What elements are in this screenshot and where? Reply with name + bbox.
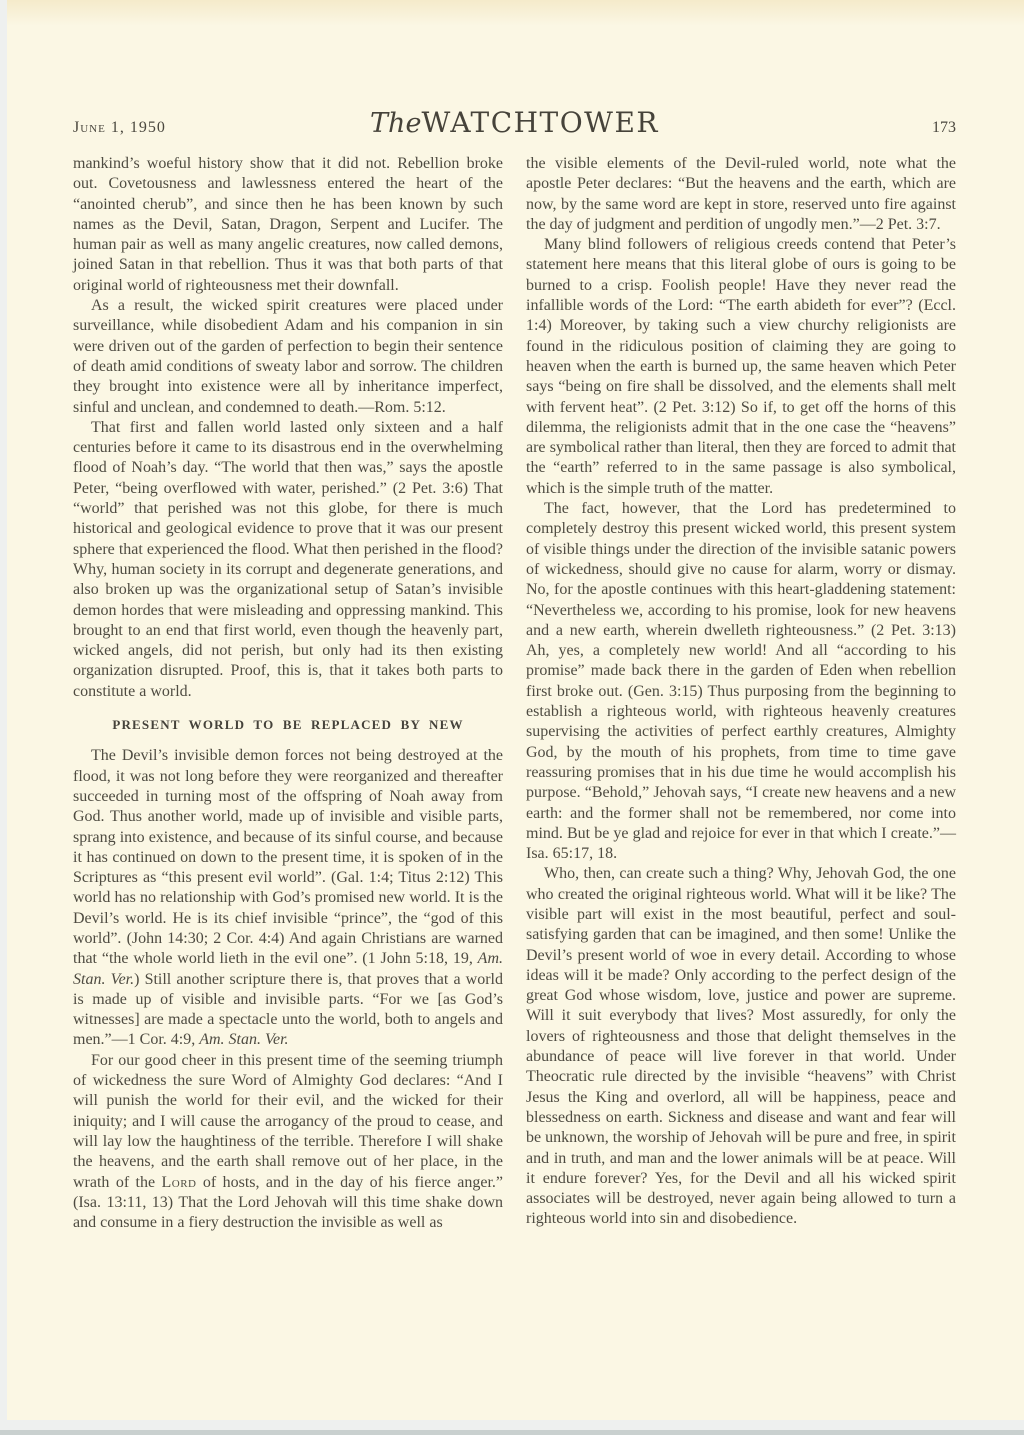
- text-run: of hosts, and in the day of his fierce anger.” (Isa. 13:11, 13) That the Lord Jehovah will this time shake down and consume in a fiery destruction the invisible as well as: [73, 1173, 503, 1232]
- paragraph: [526, 154, 956, 235]
- paragraph: [526, 499, 956, 864]
- running-header: [73, 0, 956, 139]
- running-header-page-number: 173: [932, 119, 957, 136]
- text-run-italic: Am. Stan. Ver.: [73, 950, 503, 988]
- text-run: ) Still another scripture there is, that proves that a world is made up of visible and invisible parts. “For we [as God’s witnesses] are made a spectacle unto the world, both to angels and men.”—1 Cor. 4:9,: [73, 970, 503, 1049]
- column-right: [526, 154, 956, 1233]
- text-run: That first and fallen world lasted only sixteen and a half centuries before it came to its disastrous end in the overwhelming flood of Noah’s day. “The world that then was,” says the apostle Peter, “being overflowed with water, perished.” (2 Pet. 3:6) That “world” that perished was not this globe, for there is much historical and geological evidence to prove that it was our present sphere that experienced the flood. What then perished in the flood? Why, human society in its corrupt and degenerate generations, and also broken up was the organizational setup of Satan’s invisible demon hordes that were misleading and oppressing mankind. This brought to an end that first world, even though the heavenly part, wicked angels, did not perish, but only had its then existing organization disrupted. Proof, this is, that it takes both parts to constitute a world.: [73, 418, 503, 700]
- scan-edge: [0, 1430, 1024, 1435]
- text-run: The fact, however, that the Lord has predetermined to completely destroy this present wicked world, this present system of visible things under the direction of the invisible satanic powers of wickedness, should give no cause for alarm, worry or dismay. No, for the apostle continues with this heart-gladdening statement: “Nevertheless we, according to his promise, look for new heavens and a new earth, wherein dwelleth righteousness.” (2 Pet. 3:13) Ah, yes, a completely new world! And all “according to his promise” made back there in the garden of Eden when rebellion first broke out. (Gen. 3:15) Thus purposing from the beginning to establish a righteous world, with righteous heavenly creatures supervising the activities of perfect earthly creatures, Almighty God, by the mouth of his prophets, from time to time gave reassuring promises that in his due time he would accomplish his purpose. “Behold,” Jehovah says, “I create new heavens and a new earth: and the former shall not be remembered, nor come into mind. But be ye glad and rejoice for ever in that which I create.”—Isa. 65:17, 18.: [526, 500, 956, 863]
- text-run-smallcaps: Lord: [161, 1173, 197, 1191]
- text-run: For our good cheer in this present time of the seeming triumph of wickedness the sure Word of Almighty God declares: “And I will punish the world for their evil, and the wicked for their iniquity; and I will cause the arrogancy of the proud to cease, and will lay low the haughtiness of the terrible. Therefore I will shake the heavens, and the earth shall remove out of her place, in the wrath of the: [73, 1051, 503, 1191]
- text-run: Who, then, can create such a thing? Why, Jehovah God, the one who created the original righteous world. What will it be like? The visible part will exist in the most beautiful, perfect and soul-satisfying garden that can be imagined, and then some! Unlike the Devil’s present world of woe in every detail. According to whose ideas will it be made? Only according to the perfect design of the great God whose wisdom, love, justice and power are supreme. Will it suit everybody that lives? Most assuredly, for only the lovers of righteousness and those that delight themselves in the abundance of peace will live forever in that world. Under Theocratic rule directed by the invisible “heavens” with Christ Jesus the King and overlord, all will be happiness, peace and blessedness on earth. Sickness and disease and want and fear will be unknown, the worship of Jehovah will be pure and free, in spirit and in truth, and man and the lower animals will be at peace. Will it endure forever? Yes, for the Devil and all his wicked spirit associates will be destroyed, never again being allowed to turn a righteous world into sin and disobedience.: [526, 865, 956, 1228]
- text-run: Many blind followers of religious creeds contend that Peter’s statement here means that this literal globe of ours is going to be burned to a crisp. Foolish people! Have they never read the infallible words of the Lord: “The earth abideth for ever”? (Eccl. 1:4) Moreover, by taking such a view churchy religionists are found in the ridiculous position of claiming they are going to heaven when the earth is burned up, the same heaven which Peter says “being on fire shall be dissolved, and the elements shall melt with fervent heat”. (2 Pet. 3:12) So if, to get off the horns of this dilemma, the religionists admit that in the one case the “heavens” are symbolical rather than literal, then they are forced to admit that the “earth” referred to in the same passage is also symbolical, which is the simple truth of the matter.: [526, 236, 956, 497]
- running-header-date: June 1, 1950: [73, 119, 166, 136]
- text-run: mankind’s woeful history show that it did not. Rebellion broke out. Covetousness and lawlessness entered the heart of the “anointed cherub”, and since then he has been known by such names as the Devil, Satan, Dragon, Serpent and Lucifer. The human pair as well as many angelic creatures, now called demons, joined Satan in that rebellion. Thus it was that both parts of that original world of righteousness met their downfall.: [73, 155, 503, 294]
- text-run: The Devil’s invisible demon forces not being destroyed at the flood, it was not long before they were reorganized and thereafter succeeded in turning most of the offspring of Noah away from God. Thus another world, made up of invisible and visible parts, sprang into existence, and because of its sinful course, and because it has continued on down to the present time, it is spoken of in the Scriptures as “this present evil world”. (Gal. 1:4; Titus 2:12) This world has no relationship with God’s promised new world. It is the Devil’s world. He is its chief invisible “prince”, the “god of this world”. (John 14:30; 2 Cor. 4:4) And again Christians are warned that “the whole world lieth in the evil one”. (1 John 5:18, 19,: [73, 747, 503, 968]
- paragraph: [526, 235, 956, 499]
- paragraph: [526, 864, 956, 1229]
- paragraph: [73, 746, 503, 1050]
- masthead-title: WATCHTOWER: [421, 106, 659, 139]
- paragraph: [73, 296, 503, 418]
- text-run-italic: Am. Stan. Ver.: [199, 1031, 289, 1049]
- masthead-the: The: [370, 108, 422, 139]
- column-left: [73, 154, 503, 1233]
- magazine-page: [7, 0, 1024, 1420]
- page-content: [7, 0, 1024, 1233]
- paragraph: [73, 154, 503, 296]
- text-run: As a result, the wicked spirit creatures were placed under surveillance, while disobedient Adam and his companion in sin were driven out of the garden of perfection to begin their sentence of death amid conditions of sweaty labor and sorrow. The children they brought into existence were all by inheritance imperfect, sinful and unclean, and condemned to death.—Rom. 5:12.: [73, 297, 503, 416]
- masthead: [370, 106, 659, 139]
- paragraph: [73, 418, 503, 702]
- section-heading: PRESENT WORLD TO BE REPLACED BY NEW: [112, 717, 464, 733]
- article-body: [73, 154, 956, 1233]
- paragraph: [73, 1051, 503, 1234]
- text-run: the visible elements of the Devil-ruled world, note what the apostle Peter declares: “But the heavens and the earth, which are now, by the same word are kept in store, reserved unto fire against the day of judgment and perdition of ungodly men.”—2 Pet. 3:7.: [526, 155, 956, 233]
